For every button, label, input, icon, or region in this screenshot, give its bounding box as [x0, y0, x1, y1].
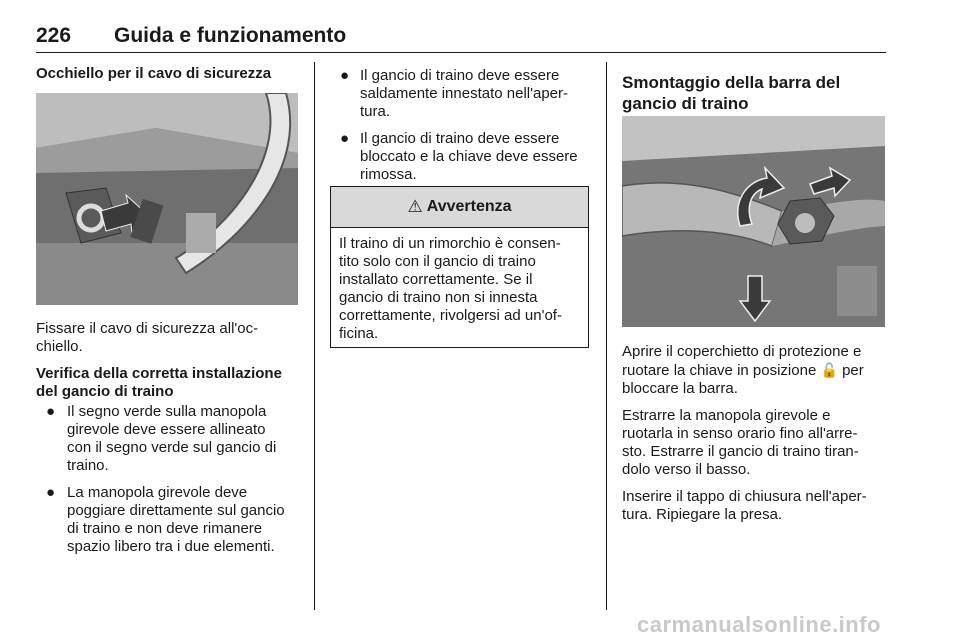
warning-header [331, 187, 588, 228]
section-heading-removal [622, 72, 892, 114]
removal-step-2 [622, 407, 892, 479]
removal-step-3 [622, 488, 892, 524]
bullet-icon: ● [46, 484, 56, 501]
text-line: del gancio di traino [36, 383, 174, 400]
warning-box [330, 186, 589, 348]
tow-bar-removal-photo [622, 116, 885, 327]
text-line: con il segno verde sul gancio di [67, 439, 277, 456]
removal-step-1 [622, 343, 892, 398]
tow-hook-bullet-list [330, 67, 600, 184]
text-line: La manopola girevole deve [67, 484, 248, 501]
list-item [330, 130, 600, 184]
text-line: tura. Ripiegare la presa. [622, 506, 783, 523]
warning-body [331, 228, 588, 350]
text-line: Il gancio di traino deve essere [360, 67, 560, 84]
watermark: carmanualsonline.info [637, 612, 881, 637]
verify-bullet-list [36, 403, 306, 556]
page-title: Guida e funzionamento [114, 24, 347, 47]
tow-eye-safety-cable-photo-icon [36, 93, 298, 305]
tow-bar-removal-photo-icon [622, 116, 885, 327]
text-line: tito solo con il gancio di traino [339, 253, 536, 270]
text-line: poggiare direttamente sul gancio [67, 502, 285, 519]
column-divider-1 [314, 62, 315, 610]
text-line: Verifica della corretta installazione [36, 365, 282, 382]
bullet-icon: ● [46, 403, 56, 420]
header-rule [36, 52, 886, 53]
list-item [36, 484, 306, 556]
text-line: dolo verso il basso. [622, 461, 751, 478]
text-line: saldamente innestato nell'aper- [360, 85, 568, 102]
page-number: 226 [36, 24, 72, 47]
column-3-text [622, 343, 892, 533]
warning-title: Avvertenza [426, 198, 512, 215]
text-line: Il gancio di traino deve essere [360, 130, 560, 147]
text-line: spazio libero tra i due elementi. [67, 538, 275, 555]
text-line: bloccare la barra. [622, 380, 738, 397]
text-line: Fissare il cavo di sicurezza all'oc- [36, 320, 259, 337]
text-line: Aprire il coperchietto di protezione e [622, 343, 862, 360]
text-line: Il traino di un rimorchio è consen- [339, 235, 561, 252]
text-line: per [842, 362, 864, 379]
text-line: sto. Estrarre il gancio di traino tiran- [622, 443, 859, 460]
section-heading-verify [36, 365, 306, 401]
text-line: rimossa. [360, 166, 417, 183]
text-line: installato correttamente. Se il [339, 271, 533, 288]
column-1 [36, 65, 306, 85]
text-line: ruotare la chiave in posizione [622, 362, 817, 379]
section-heading-tow-eye: Occhiello per il cavo di sicurezza [36, 65, 272, 82]
list-item [36, 403, 306, 475]
text-line: traino. [67, 457, 109, 474]
text-line: gancio di traino [622, 94, 749, 113]
text-line: girevole deve essere allineato [67, 421, 266, 438]
text-line: correttamente, rivolgersi ad un'of- [339, 307, 562, 324]
tow-eye-photo [36, 93, 298, 305]
text-line: Estrarre la manopola girevole e [622, 407, 831, 424]
text-line: ruotarla in senso orario fino all'arre- [622, 425, 858, 442]
safety-cable-instruction [36, 320, 306, 356]
bullet-icon: ● [340, 130, 350, 147]
text-line: Smontaggio della barra del [622, 73, 841, 92]
text-line: di traino e non deve rimanere [67, 520, 263, 537]
bullet-icon: ● [340, 67, 350, 84]
column-divider-2 [606, 62, 607, 610]
text-line: Il segno verde sulla manopola [67, 403, 267, 420]
text-line: ficina. [339, 325, 379, 342]
page-header [36, 24, 886, 52]
list-item [330, 67, 600, 121]
text-line: Inserire il tappo di chiusura nell'aper- [622, 488, 867, 505]
unlock-icon: 🔓 [820, 362, 838, 378]
column-2 [330, 67, 600, 193]
column-1-text [36, 320, 306, 565]
warning-triangle-icon: ⚠ [407, 197, 423, 216]
text-line: gancio di traino non si innesta [339, 289, 538, 306]
text-line: tura. [360, 103, 391, 120]
text-line: chiello. [36, 338, 83, 355]
text-line: bloccato e la chiave deve essere [360, 148, 578, 165]
